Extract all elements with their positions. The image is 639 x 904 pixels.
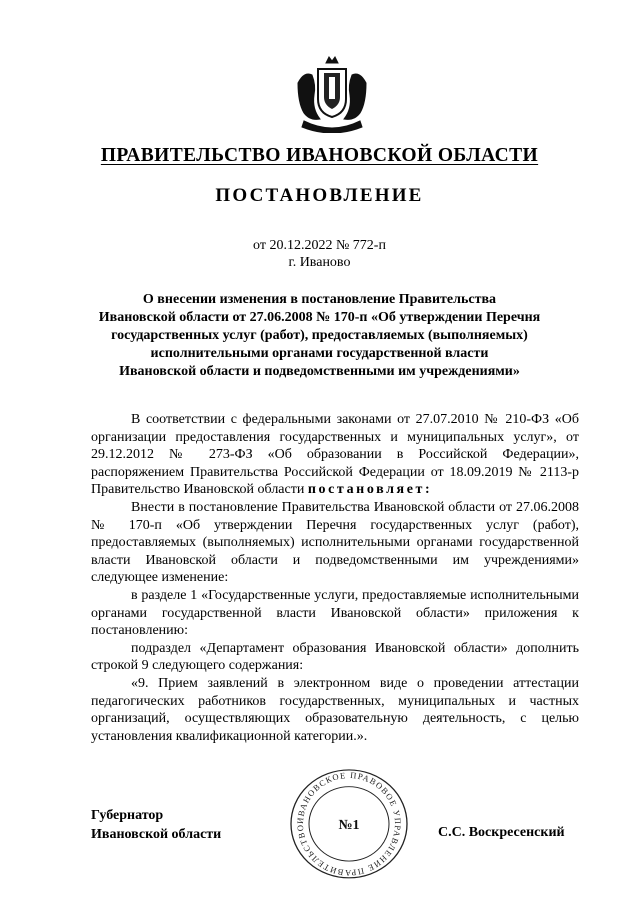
subject-line: государственных услуг (работ), предоставляемых (выполняемых) [111,328,528,343]
seal-number: №1 [338,818,360,833]
official-seal-stamp [284,769,414,879]
body-paragraph: подраздел «Департамент образования Ивановской области» дополнить строкой 9 следующего содержания: [91,640,579,674]
signatory-name: С.С. Воскресенский [438,825,565,840]
city: г. Иваново [288,255,351,270]
body-paragraph: Внести в постановление Правительства Ивановской области от 27.06.2008 № 170-п «Об утверждении Перечня государственных услуг (работ), предоставляемых (выполняемых) исполнительными органами государственной власти Ивановской области и подведомственными им учреждениями» следующее изменение: [91,499,579,586]
body-paragraph: В соответствии с федеральными законами от 27.07.2010 № 210-ФЗ «Об организации предоставления государственных и муниципальных услуг», от 29.12.2012 № 273-ФЗ «Об образовании в Российской Федерации», распоряжением Правительства Российской Федерации от 18.09.2019 № 2113-р Правительство Ивановской области постановляет: [91,412,579,498]
document-type: ПОСТАНОВЛЕНИЕ [215,185,424,206]
subject-line: исполнительными органами государственной власти [150,346,489,361]
document-subject [60,291,579,381]
body-paragraph: в разделе 1 «Государственные услуги, предоставляемые исполнительными органами государственной власти Ивановской области» приложения к постановлению: [91,587,579,639]
government-title: ПРАВИТЕЛЬСТВО ИВАНОВСКОЙ ОБЛАСТИ [100,145,539,166]
subject-line: Ивановской области от 27.06.2008 № 170-п «Об утверждении Перечня [98,310,541,325]
signatory-position: Губернатор Ивановской области [91,808,222,842]
coat-of-arms-emblem [296,55,368,133]
decree-word: постановляет [307,482,425,498]
subject-line: Ивановской области и подведомственными им учреждениями» [119,364,520,379]
svg-text:ИВАНОВСКОЕ ПРАВОВОЕ УПРАВЛЕНИЕ: ИВАНОВСКОЕ ПРАВОВОЕ УПРАВЛЕНИЕ ПРАВИТЕЛЬСТВО [294,769,404,879]
document-body [91,411,579,745]
body-paragraph: «9. Прием заявлений в электронном виде о проведении аттестации педагогических работников государственных, муниципальных и частных организаций, осуществляющих образовательную деятельность, с целью установления квалификационной категории.». [91,675,579,744]
document-meta [0,237,639,271]
subject-line: О внесении изменения в постановление Правительства [142,292,497,307]
date-number: от 20.12.2022 № 772-п [253,238,386,253]
